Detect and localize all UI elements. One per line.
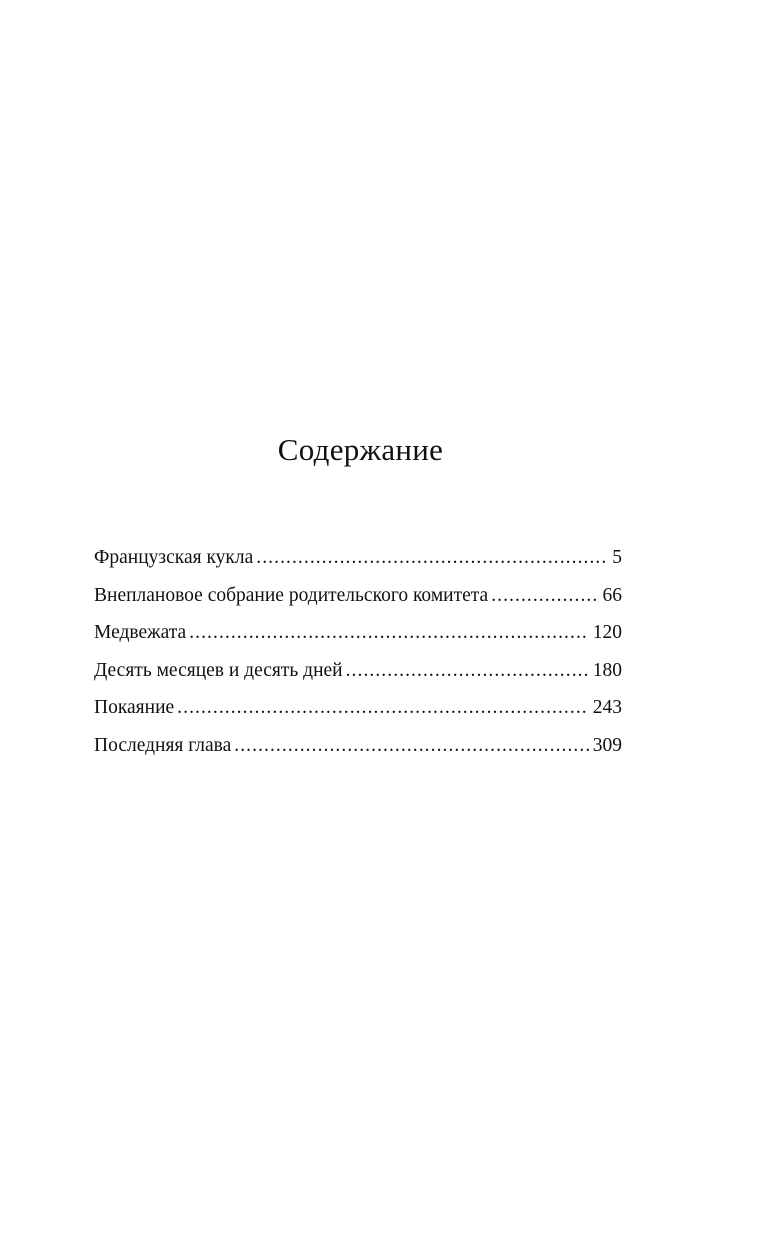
- dot-leader: [256, 539, 608, 577]
- dot-leader: [189, 614, 589, 652]
- toc-entry-page-number: 5: [612, 547, 622, 568]
- toc-entry-page-number: 309: [592, 734, 622, 756]
- toc-entry-title: Десять месяцев и десять дней: [94, 659, 343, 681]
- toc-entry-title: Внеплановое собрание родительского комитета: [94, 584, 489, 606]
- toc-entry: [94, 727, 622, 765]
- toc-entry-title: Французская кукла: [94, 547, 254, 568]
- dot-leader: [177, 689, 589, 727]
- toc-entry-title: Покаяние: [94, 697, 175, 719]
- toc-entry: [94, 539, 622, 577]
- toc-entry: [94, 652, 622, 690]
- dot-leader: [346, 652, 589, 690]
- toc-entry: [94, 577, 622, 615]
- table-of-contents: [94, 539, 622, 765]
- toc-entry: [94, 689, 622, 727]
- toc-entry: [94, 614, 622, 652]
- toc-entry-title: Последняя глава: [94, 734, 232, 756]
- toc-entry-title: Медвежата: [94, 622, 187, 644]
- toc-entry-page-number: 120: [592, 622, 622, 644]
- toc-entry-page-number: 243: [592, 697, 622, 719]
- toc-entry-page-number: 66: [602, 584, 622, 606]
- dot-leader: [234, 727, 588, 765]
- toc-heading: Содержание: [277, 432, 444, 467]
- toc-entry-page-number: 180: [592, 659, 622, 681]
- dot-leader: [491, 577, 598, 615]
